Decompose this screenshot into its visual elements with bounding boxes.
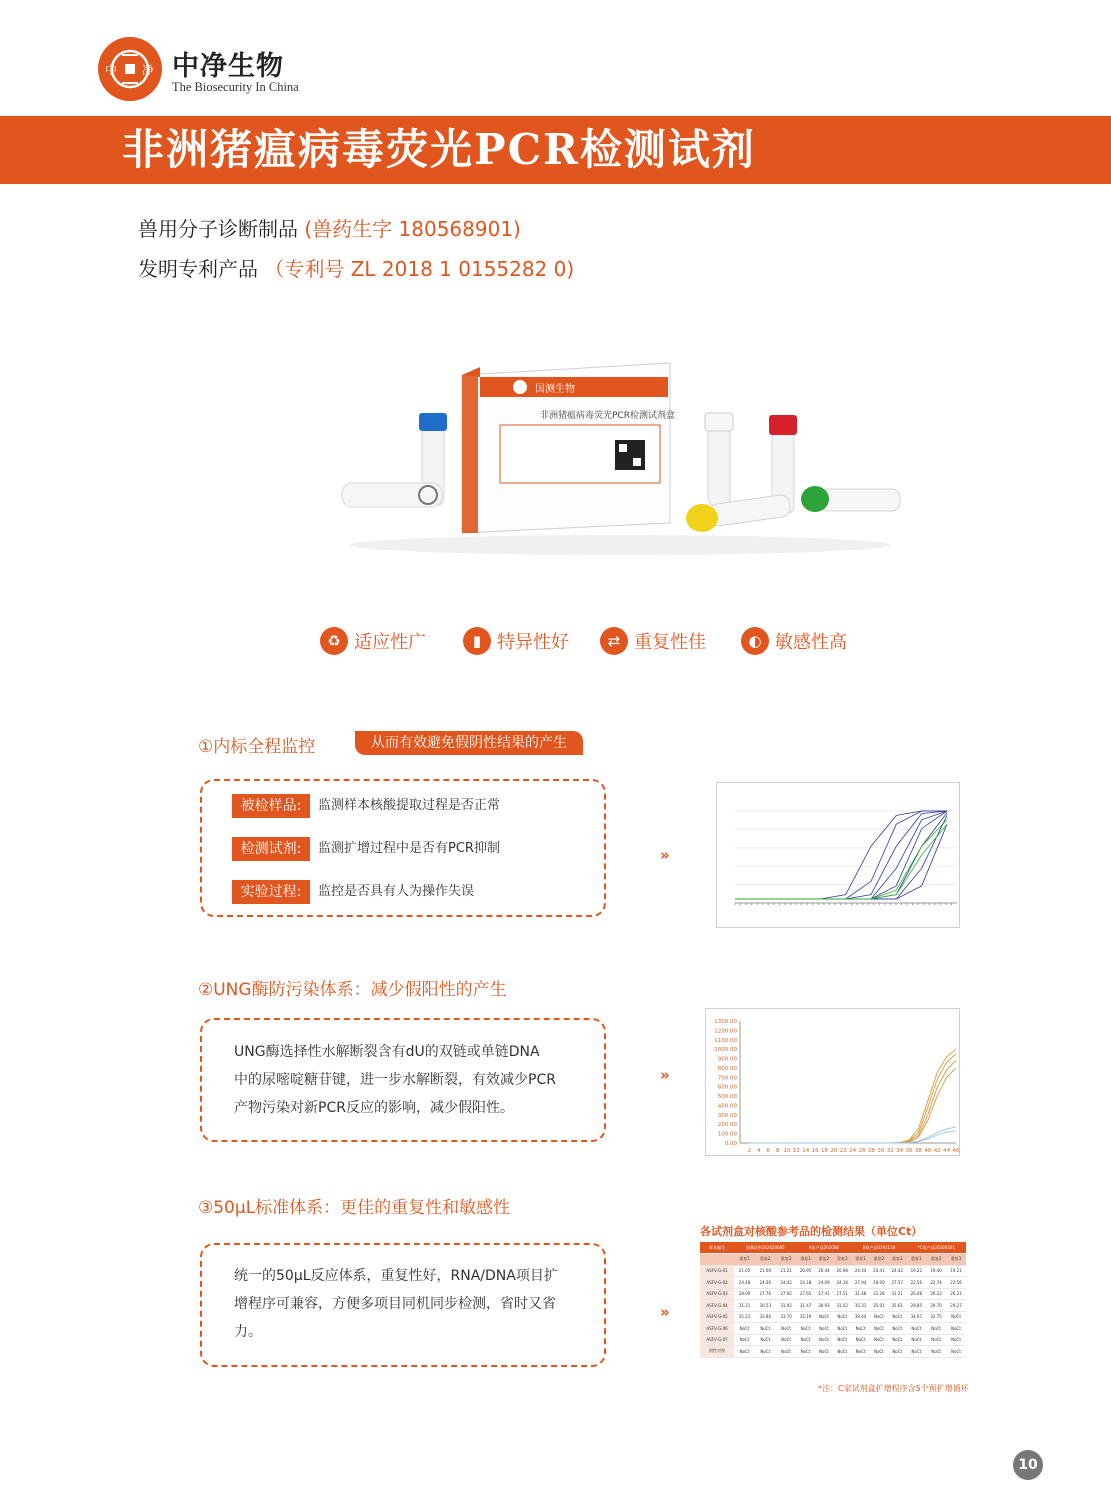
table-cell: 29.27 xyxy=(946,1300,966,1312)
y-tick-label: 400.00 xyxy=(717,1103,737,1110)
y-tick-label: 1300.00 xyxy=(714,1019,737,1025)
repeat-arrows-icon: ⇄ xyxy=(600,627,628,655)
table-row-header: ASFV-G-05 xyxy=(700,1311,734,1323)
page-title: 非洲猪瘟病毒荧光PCR检测试剂 xyxy=(122,125,756,174)
recycle-icon: ♻ xyxy=(320,627,348,655)
table-cell: 35.01 xyxy=(870,1300,888,1312)
kit-box xyxy=(462,363,675,533)
table-cell: NoCt xyxy=(851,1346,869,1358)
table-cell: 22.56 xyxy=(946,1277,966,1289)
table-cell: NoCt xyxy=(833,1311,851,1323)
series-line-5 xyxy=(735,813,947,899)
feature-label: 特异性好 xyxy=(497,632,569,653)
subtitle-line-2 xyxy=(138,253,574,282)
table-subheader-cell: 重复2 xyxy=(755,1254,776,1266)
table-subheader-cell: 重复2 xyxy=(870,1254,888,1266)
table-subheader-cell: 重复3 xyxy=(833,1254,851,1266)
x-tick-label: 34 xyxy=(896,1148,904,1154)
table-row-header: ASFV-G-02 xyxy=(700,1277,734,1289)
table-header-cell: A家产品202006 xyxy=(796,1242,851,1254)
table-cell: NoCt xyxy=(734,1346,755,1358)
tube-green-cap xyxy=(801,486,900,512)
table-cell: NoCt xyxy=(870,1323,888,1335)
paragraph-line: UNG酶选择性水解断裂含有dU的双链或单链DNA xyxy=(234,1044,540,1060)
feature-wide-applicability xyxy=(320,627,426,655)
row-text: 监测样本核酸提取过程是否正常 xyxy=(318,798,501,813)
table-subheader-cell: 重复1 xyxy=(734,1254,755,1266)
row-label: 检测试剂: xyxy=(232,837,310,861)
table-cell: NoCt xyxy=(926,1323,946,1335)
section2-title: ②UNG酶防污染体系：减少假阳性的产生 xyxy=(198,980,507,1000)
table-cell: 30.93 xyxy=(815,1300,833,1312)
table-cell: NoCt xyxy=(755,1334,776,1346)
row-text: 监测扩增过程中是否有PCR抑制 xyxy=(318,841,500,856)
table-cell: NoCt xyxy=(776,1334,797,1346)
x-tick-label: 26 xyxy=(858,1148,866,1154)
table-cell: 33.70 xyxy=(776,1311,797,1323)
table-cell: NoCt xyxy=(796,1334,814,1346)
table-cell: 31.92 xyxy=(776,1300,797,1312)
subtitle-label: 发明专利产品 xyxy=(138,257,258,281)
product-photo xyxy=(330,355,910,555)
table-cell: 19.40 xyxy=(926,1265,946,1277)
table-cell: NoCt xyxy=(851,1334,869,1346)
table-cell: NoCt xyxy=(906,1334,926,1346)
table-cell: NoCt xyxy=(796,1346,814,1358)
table-row xyxy=(700,1346,966,1358)
y-tick-label: 700.00 xyxy=(717,1075,737,1082)
y-tick-label: 900.00 xyxy=(717,1056,737,1063)
x-tick-label: 32 xyxy=(886,1148,894,1154)
table-row-header: ASFV-G-01 xyxy=(700,1265,734,1277)
y-tick-label: 800.00 xyxy=(717,1065,737,1072)
table-cell: NoCt xyxy=(755,1323,776,1335)
table-cell: NoCt xyxy=(833,1334,851,1346)
table-cell: NoCt xyxy=(870,1346,888,1358)
x-tick-label: 46 xyxy=(952,1148,960,1154)
x-tick-label: 40 xyxy=(924,1148,932,1154)
x-tick-label: 4 xyxy=(757,1148,761,1154)
table-row xyxy=(700,1334,966,1346)
table-cell: 20.44 xyxy=(815,1265,833,1277)
table-cell: 31.02 xyxy=(833,1300,851,1312)
table-header-cell: B家产品0191118 xyxy=(851,1242,906,1254)
series-line-4 xyxy=(735,811,947,899)
table-subheader-cell: 重复1 xyxy=(851,1254,869,1266)
table-cell: NoCt xyxy=(870,1334,888,1346)
table-row-header: ASFV-G-04 xyxy=(700,1300,734,1312)
logo-char-right: 净 xyxy=(142,63,155,77)
brand-logo xyxy=(98,37,162,101)
subtitle-value: （专利号 ZL 2018 1 0155282 0) xyxy=(264,257,575,281)
table-cell: 26.08 xyxy=(906,1288,926,1300)
table-cell: 21.05 xyxy=(734,1265,755,1277)
row-label: 实验过程: xyxy=(232,880,310,904)
y-tick-label: 100.00 xyxy=(717,1131,737,1138)
x-tick-label: 30 xyxy=(877,1148,885,1154)
subtitle-value: (兽药生字 180568901) xyxy=(304,217,521,241)
x-tick-label: 22 xyxy=(839,1148,847,1154)
table-cell: NoCt xyxy=(851,1323,869,1335)
table-cell: 21.21 xyxy=(776,1265,797,1277)
row-label: 被检样品: xyxy=(232,794,310,818)
table-subheader-cell: 重复1 xyxy=(906,1254,926,1266)
feature-specificity xyxy=(463,627,569,655)
table-cell: NoCt xyxy=(926,1346,946,1358)
series-line-0 xyxy=(749,1049,956,1143)
y-tick-label: 600.00 xyxy=(717,1084,737,1091)
x-tick-label: 8 xyxy=(775,1148,780,1154)
table-cell: 31.28 xyxy=(870,1288,888,1300)
table-cell: 27.65 xyxy=(796,1288,814,1300)
y-tick-label: 200.00 xyxy=(717,1122,737,1129)
table-cell: 35.21 xyxy=(734,1311,755,1323)
y-tick-label: 300.00 xyxy=(717,1112,737,1119)
section2-text xyxy=(234,1038,594,1122)
brand-name: 中净生物 xyxy=(172,51,284,82)
table-cell: NoCt xyxy=(906,1346,926,1358)
table-cell: 33.80 xyxy=(755,1311,776,1323)
table-cell: NoCt xyxy=(815,1323,833,1335)
bar-chart-icon: ▮ xyxy=(463,627,491,655)
subtitle-line-1 xyxy=(138,213,521,242)
series-line-3 xyxy=(735,811,947,899)
tube-white-cap xyxy=(705,413,733,505)
table-cell: 21.00 xyxy=(755,1265,776,1277)
arrow-icon: » xyxy=(660,1303,667,1321)
table-header-cell: 样本编号 xyxy=(700,1242,734,1254)
table-cell: NoCt xyxy=(946,1346,966,1358)
table-cell: 26.21 xyxy=(946,1288,966,1300)
series-line-0 xyxy=(735,811,947,899)
table-cell: 24.09 xyxy=(815,1277,833,1289)
table-row xyxy=(700,1288,966,1300)
table-cell: 19.22 xyxy=(906,1265,926,1277)
table-row xyxy=(700,1323,966,1335)
table-cell: 24.18 xyxy=(796,1277,814,1289)
table-cell: 29.85 xyxy=(906,1300,926,1312)
series-line-1 xyxy=(735,811,947,899)
table-cell: NoCt xyxy=(926,1334,946,1346)
table-subheader-cell: 重复3 xyxy=(946,1254,966,1266)
chart2-svg xyxy=(706,1009,961,1157)
table-cell: NoCt xyxy=(833,1346,851,1358)
arrow-icon: » xyxy=(660,846,667,864)
logo-char-left: 中 xyxy=(105,63,118,77)
paragraph-line: 中的尿嘧啶糖苷键，进一步水解断裂，有效减少PCR xyxy=(234,1072,556,1088)
amplification-chart-1 xyxy=(716,782,960,928)
section3-title: ③50μL标准体系：更佳的重复性和敏感性 xyxy=(198,1198,511,1218)
tube-lying-left xyxy=(342,483,442,507)
series-line-3 xyxy=(749,1068,956,1143)
table-cell: 39.44 xyxy=(851,1311,869,1323)
table-cell: 31.21 xyxy=(888,1288,906,1300)
x-tick-label: 20 xyxy=(830,1148,838,1154)
table-cell: 24.42 xyxy=(888,1265,906,1277)
table-cell: NoCt xyxy=(734,1323,755,1335)
subtitle-label: 兽用分子诊断制品 xyxy=(138,217,298,241)
table-cell: 27.76 xyxy=(755,1288,776,1300)
table-cell: NoCt xyxy=(888,1323,906,1335)
brand-subtitle: The Biosecurity In China xyxy=(172,80,299,94)
page-number: 10 xyxy=(1013,1450,1043,1480)
table-cell: NoCt xyxy=(888,1311,906,1323)
table-cell: 27.51 xyxy=(833,1288,851,1300)
amplification-chart-2 xyxy=(705,1008,960,1156)
table-subheader-cell xyxy=(700,1254,734,1266)
ct-results-table xyxy=(700,1242,966,1358)
table-row-header: ASFV-G-03 xyxy=(700,1288,734,1300)
table-cell: 28.00 xyxy=(734,1288,755,1300)
table-cell: 20.98 xyxy=(833,1265,851,1277)
table-cell: 27.57 xyxy=(888,1277,906,1289)
table-cell: NoCt xyxy=(734,1334,755,1346)
table-cell: NoCt xyxy=(888,1334,906,1346)
y-tick-label: 1000.00 xyxy=(714,1047,737,1054)
x-tick-label: 42 xyxy=(933,1148,941,1154)
series-line-1 xyxy=(749,1054,956,1143)
x-tick-label: 10 xyxy=(783,1148,791,1154)
table-cell: NoCt xyxy=(833,1323,851,1335)
table-cell: 34.67 xyxy=(906,1311,926,1323)
paragraph-line: 力。 xyxy=(234,1324,262,1340)
table-cell: 31.21 xyxy=(734,1300,755,1312)
paragraph-line: 产物污染对新PCR反应的影响，减少假阳性。 xyxy=(234,1100,514,1116)
table-cell: 26.22 xyxy=(926,1288,946,1300)
table-cell: 19.21 xyxy=(946,1265,966,1277)
table-cell: 35.61 xyxy=(888,1300,906,1312)
feature-label: 重复性佳 xyxy=(634,632,706,653)
table-cell: NoCt xyxy=(870,1311,888,1323)
table-cell: 24.48 xyxy=(734,1277,755,1289)
y-tick-label: 0.00 xyxy=(724,1141,737,1147)
table-cell: 24.16 xyxy=(833,1277,851,1289)
table-header-cell: 国测试剂342020085 xyxy=(734,1242,796,1254)
x-tick-label: 28 xyxy=(867,1148,875,1154)
table-cell: 27.41 xyxy=(815,1288,833,1300)
x-tick-label: 24 xyxy=(849,1148,857,1154)
table-cell: 30.53 xyxy=(755,1300,776,1312)
table-header-row xyxy=(700,1242,966,1254)
table-cell: 22.74 xyxy=(926,1277,946,1289)
chart1-svg xyxy=(717,783,961,929)
table-cell: 20.95 xyxy=(796,1265,814,1277)
box-title: 非洲猪瘟病毒荧光PCR检测试剂盒 xyxy=(540,411,675,421)
table-cell: NoCt xyxy=(946,1334,966,1346)
table-cell: 24.36 xyxy=(755,1277,776,1289)
table-subheader-cell: 重复1 xyxy=(796,1254,814,1266)
half-circle-icon: ◐ xyxy=(741,627,769,655)
x-tick-label: 6 xyxy=(766,1148,770,1154)
table-row xyxy=(700,1311,966,1323)
series-line-2 xyxy=(735,811,947,899)
table-cell: 24.41 xyxy=(870,1265,888,1277)
table-cell: 28.09 xyxy=(870,1277,888,1289)
table-subheader-cell: 重复2 xyxy=(926,1254,946,1266)
table-cell: NoCt xyxy=(815,1346,833,1358)
feature-label: 适应性广 xyxy=(354,632,426,653)
y-tick-label: 1100.00 xyxy=(714,1037,737,1044)
table-row xyxy=(700,1277,966,1289)
table-subheader-cell: 重复3 xyxy=(776,1254,797,1266)
table-cell: NoCt xyxy=(946,1323,966,1335)
y-tick-label: 1200.00 xyxy=(714,1028,737,1035)
table-row-header: 阴性对照 xyxy=(700,1346,734,1358)
table-cell: 24.44 xyxy=(851,1265,869,1277)
table-cell: 24.42 xyxy=(776,1277,797,1289)
section3-text xyxy=(234,1262,594,1346)
table-cell: 31.47 xyxy=(796,1300,814,1312)
row-text: 监控是否具有人为操作失误 xyxy=(318,884,475,899)
table-cell: 32.75 xyxy=(926,1311,946,1323)
x-tick-label: 38 xyxy=(914,1148,922,1154)
section1-tag: 从而有效避免假阴性结果的产生 xyxy=(355,731,583,755)
table-row xyxy=(700,1265,966,1277)
table-header-cell: *C家产品20200301 xyxy=(906,1242,966,1254)
x-tick-label: 14 xyxy=(802,1148,810,1154)
table-title: 各试剂盒对核酸参考品的检测结果（单位Ct） xyxy=(700,1225,923,1238)
table-cell: NoCt xyxy=(815,1334,833,1346)
x-tick-label: 18 xyxy=(821,1148,829,1154)
series-line-5 xyxy=(749,1131,956,1143)
table-subheader-cell: 重复3 xyxy=(888,1254,906,1266)
table-cell: 29.70 xyxy=(926,1300,946,1312)
table-cell: 35.31 xyxy=(851,1300,869,1312)
arrow-icon: » xyxy=(660,1066,667,1084)
table-cell: 31.48 xyxy=(851,1288,869,1300)
table-note: *注：C家试剂盒扩增程序含5个预扩增循环 xyxy=(818,1384,969,1393)
y-tick-label: 500.00 xyxy=(717,1094,737,1101)
series-line-4 xyxy=(749,1127,956,1143)
paragraph-line: 增程序可兼容，方便多项目同机同步检测，省时又省 xyxy=(234,1296,556,1312)
table-row-header: ASFV-G-07 xyxy=(700,1334,734,1346)
table-cell: NoCt xyxy=(776,1323,797,1335)
feature-label: 敏感性高 xyxy=(775,632,847,653)
feature-repeatability xyxy=(600,627,706,655)
series-line-9 xyxy=(735,824,947,899)
table-cell: NoCt xyxy=(888,1346,906,1358)
series-line-2 xyxy=(749,1060,956,1143)
table-subheader-cell: 重复2 xyxy=(815,1254,833,1266)
table-cell: 22.56 xyxy=(906,1277,926,1289)
table-cell: NoCt xyxy=(755,1346,776,1358)
series-line-7 xyxy=(735,824,947,899)
x-tick-label: 44 xyxy=(943,1148,951,1154)
table-cell: NoCt xyxy=(776,1346,797,1358)
table-cell: 35.19 xyxy=(796,1311,814,1323)
x-tick-label: 16 xyxy=(811,1148,819,1154)
x-tick-label: 36 xyxy=(905,1148,913,1154)
table-cell: NoCt xyxy=(796,1323,814,1335)
table-row-header: ASFV-G-06 xyxy=(700,1323,734,1335)
table-cell: 27.92 xyxy=(776,1288,797,1300)
table-subheader-row xyxy=(700,1254,966,1266)
table-row xyxy=(700,1300,966,1312)
x-tick-label: 12 xyxy=(792,1148,800,1154)
table-cell: NoCt xyxy=(946,1311,966,1323)
paragraph-line: 统一的50μL反应体系，重复性好，RNA/DNA项目扩 xyxy=(234,1268,558,1284)
feature-sensitivity xyxy=(741,627,847,655)
table-cell: NoCt xyxy=(906,1323,926,1335)
x-tick-label: 2 xyxy=(747,1148,752,1154)
table-cell: 27.94 xyxy=(851,1277,869,1289)
section1-title: ①内标全程监控 xyxy=(198,737,316,757)
box-brand: 国测生物 xyxy=(535,384,575,395)
table-cell: NoCt xyxy=(815,1311,833,1323)
tube-yellow-cap xyxy=(686,494,791,532)
